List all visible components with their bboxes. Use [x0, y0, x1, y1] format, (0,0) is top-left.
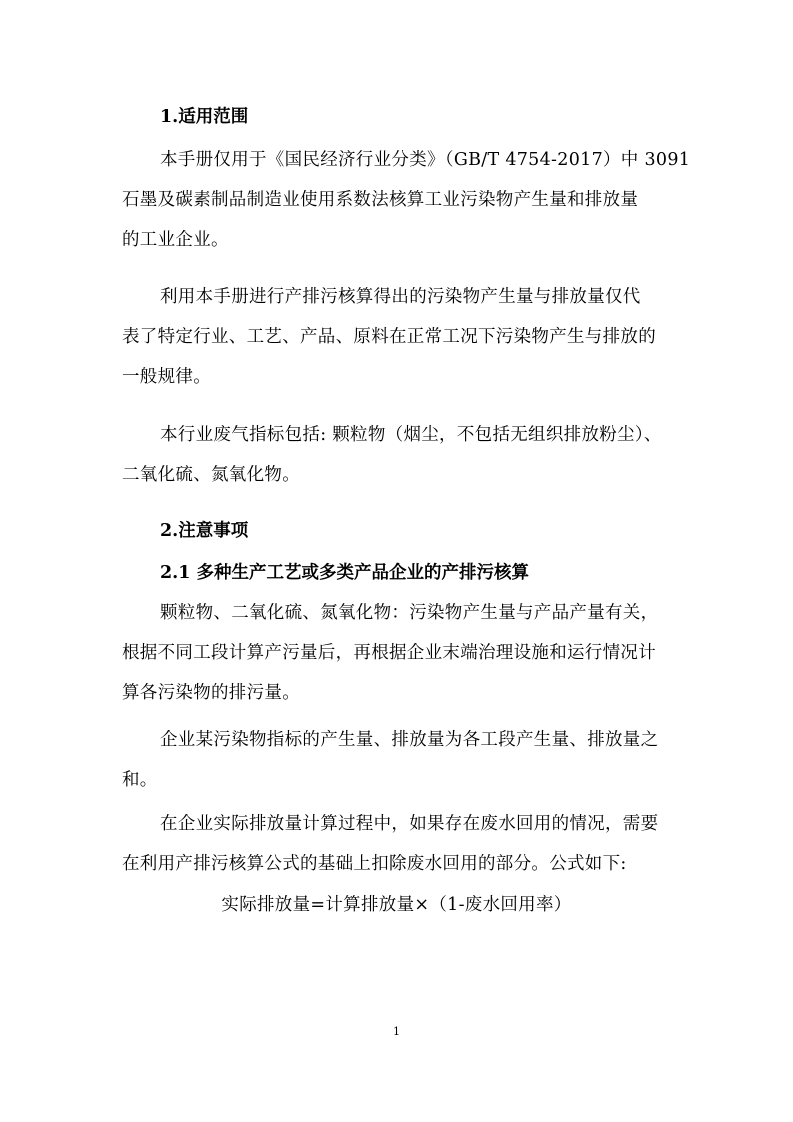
page-number: 1	[393, 1025, 400, 1038]
section-heading-notes: 2.注意事项	[160, 521, 249, 541]
paragraph-line: 颗粒物、二氧化硫、氮氧化物：污染物产生量与产品产量有关，	[160, 603, 659, 623]
paragraph-line: 一般规律。	[122, 367, 211, 387]
paragraph-line: 算各污染物的排污量。	[122, 683, 300, 703]
paragraph-line: 企业某污染物指标的产生量、排放量为各工段产生量、排放量之	[160, 730, 659, 750]
paragraph-line: 的工业企业。	[122, 230, 229, 250]
section-heading-scope: 1.适用范围	[160, 107, 249, 127]
paragraph-line: 利用本手册进行产排污核算得出的污染物产生量与排放量仅代	[160, 287, 641, 307]
paragraph-line: 本行业废气指标包括: 颗粒物（烟尘，不包括无组织排放粉尘）、	[160, 425, 662, 445]
paragraph-line: 石墨及碳素制品制造业使用系数法核算工业污染物产生量和排放量	[122, 190, 639, 210]
subsection-heading: 2.1 多种生产工艺或多类产品企业的产排污核算	[160, 563, 530, 583]
paragraph-line: 在企业实际排放量计算过程中，如果存在废水回用的情况，需要	[160, 814, 659, 834]
paragraph-line: 在利用产排污核算公式的基础上扣除废水回用的部分。公式如下:	[122, 854, 627, 874]
paragraph-line: 本手册仅用于《国民经济行业分类》（GB/T 4754-2017）中 3091	[160, 150, 691, 170]
paragraph-line: 和。	[122, 770, 158, 790]
paragraph-line: 表了特定行业、工艺、产品、原料在正常工况下污染物产生与排放的	[122, 327, 656, 347]
paragraph-line: 根据不同工段计算产污量后，再根据企业末端治理设施和运行情况计	[122, 643, 656, 663]
formula: 实际排放量=计算排放量×（1-废水回用率）	[221, 895, 572, 915]
paragraph-line: 二氧化硫、氮氧化物。	[122, 465, 300, 485]
